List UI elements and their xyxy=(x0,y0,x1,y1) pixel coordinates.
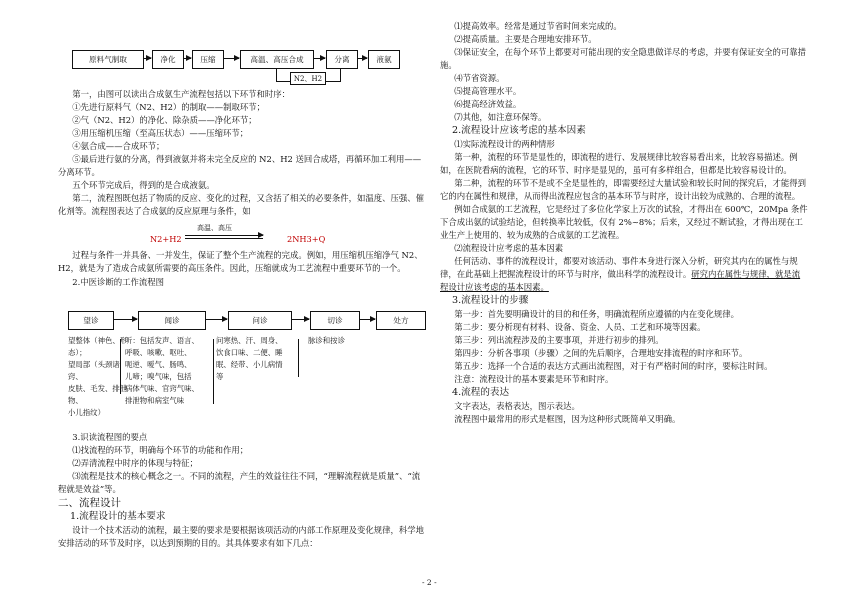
list-item: ⑶保证安全，在每个环节上都要对可能出现的安全隐患做详尽的考虑，并要有保证安全的可靠措施。 xyxy=(440,47,807,70)
flow-box-liquid-ammonia: 液氨 xyxy=(368,50,400,69)
section-heading: 2.中医诊断的工作流程图 xyxy=(72,277,165,287)
step-item: 第二步：要分析现有材料、设备、资金、人员、工艺和环境等因素。 xyxy=(454,322,706,332)
list-item: ⑹提高经济效益。 xyxy=(454,99,522,109)
left-column-2 xyxy=(58,249,428,289)
tcm-box-ask: 问诊 xyxy=(228,311,292,330)
flow-arrow xyxy=(143,58,151,59)
recycle-line xyxy=(340,68,341,81)
flow-arrow xyxy=(357,58,367,59)
tcm-detail-listen xyxy=(125,335,211,407)
list-item: ⑸提高管理水平。 xyxy=(454,86,522,96)
tcm-box-pulse: 切诊 xyxy=(310,311,360,330)
flow-arrow xyxy=(313,58,325,59)
left-column-3 xyxy=(58,431,428,550)
subsection-title: 2.流程设计应该考虑的基本因素 xyxy=(452,125,586,136)
paragraph: 第二种，流程的环节不是或不全是显性的，即需要经过大量试验和较长时间的探究后，才能得到它的内在属性和规律，从而得出流程应包含的基本环节与时序，设计出较为成熟的、合理的流程。 xyxy=(440,178,807,201)
flow-arrow xyxy=(291,319,309,320)
sub-heading: ⑴实际流程设计的两种情形 xyxy=(454,139,555,149)
left-column xyxy=(58,88,428,218)
subsection-title: 1.流程设计的基本要求 xyxy=(70,511,166,522)
underlined-sentence: 研究内在属性与规律，就是流程设计应该考虑的基本因素。 xyxy=(440,269,801,292)
reaction-arrow-line xyxy=(185,238,263,239)
paragraph: 文字表达，表格表达，图示表达。 xyxy=(454,401,580,411)
paragraph: 流程图中最常用的形式是框图，因为这种形式既简单又明确。 xyxy=(454,414,681,424)
step-item: 第四步：分析各事项（步骤）之间的先后顺序，合理地安排流程的时序和环节。 xyxy=(454,348,748,358)
detail-line: 呃逆、嗳气、肠鸣、 xyxy=(125,360,192,369)
paragraph xyxy=(440,255,808,294)
list-item: ⑤最后进行氨的分离，得到液氨并将未完全反应的 N2、H2 送回合成塔，再循环加工利用——分离环节。 xyxy=(58,154,422,177)
detail-line: 饮食口味、二便、睡 xyxy=(216,348,283,357)
list-item: ⑺其他，如注意环保等。 xyxy=(454,112,547,122)
flow-box-purify: 净化 xyxy=(152,50,184,69)
subsection-title: 3.流程设计的步骤 xyxy=(452,295,529,306)
detail-line: 等 xyxy=(216,372,224,381)
list-item: ①先进行原料气（N2、H2）的制取——制取环节； xyxy=(72,102,266,112)
subsection-title: 4.流程的表达 xyxy=(452,387,510,398)
list-item: ⑴提高效率。经常是通过节省时间来完成的。 xyxy=(454,21,622,31)
list-item: ⑶流程是技术的核心概念之一。不同的流程，产生的效益往往不同，“理解流程就是质量”、“流程就是效益”等。 xyxy=(58,471,421,494)
section-heading: 3.识读流程图的要点 xyxy=(72,432,148,442)
detail-line: 小儿指纹） xyxy=(68,408,105,417)
tcm-box-look: 望诊 xyxy=(68,311,114,330)
paragraph: 五个环节完成后，得到的是合成液氨。 xyxy=(72,180,215,190)
reaction-arrow xyxy=(185,235,263,236)
paragraph: 第一种，流程的环节是显性的，即流程的进行、发展规律比较容易看出来，比较容易描述。例如，在医院看病的流程，它的环节、时序是显见的，虽可有多样组合，但都是比较容易设计的。 xyxy=(440,152,798,175)
list-item: ③用压缩机压缩（至高压状态）——压缩环节； xyxy=(72,128,249,138)
divider xyxy=(213,339,214,404)
divider xyxy=(298,339,299,377)
paragraph-part: 任何活动、事件的流程设计，都要对该活动、事件本身进行深入分析，研究其内在的属性与规律，在此基础上把握流程设计的环节与时序，做出科学的流程设计。 xyxy=(440,256,798,279)
reactants: N2+H2 xyxy=(150,234,182,244)
detail-line: 脉诊和按诊 xyxy=(308,336,345,345)
tcm-box-listen: 闻诊 xyxy=(138,311,206,330)
paragraph: 第二，流程图既包括了物质的反应、变化的过程，又含括了相关的必要条件，如温度、压强、催化剂等。流程图表达了合成氨的反应原理与条件，如 xyxy=(58,193,425,216)
recycle-line xyxy=(276,68,277,81)
step-item: 第三步：列出流程涉及的主要事项，并进行初步的排列。 xyxy=(454,335,664,345)
list-item: ⑵弄清流程中时序的体现与特征； xyxy=(72,458,198,468)
right-column xyxy=(440,20,808,426)
flow-box-compress: 压缩 xyxy=(192,50,224,69)
flow-arrow xyxy=(359,319,375,320)
paragraph: 设计一个技术活动的流程，最主要的要求是要根据该项活动的内部工作原理及变化规律，科学地安排活动的环节及时序，以达到预期的目的。其具体要求有如下几点： xyxy=(58,525,425,548)
detail-line: 病体气味、官窍气味、 xyxy=(125,384,199,393)
tcm-box-prescription: 处方 xyxy=(376,311,426,330)
list-item: ⑴找流程的环节，明确每个环节的功能和作用； xyxy=(72,445,249,455)
section-title: 二、流程设计 xyxy=(58,497,121,509)
detail-line: 皮肤、毛发、排泄物、 xyxy=(68,384,128,405)
detail-line: 问寒热、汗、周身、 xyxy=(216,336,283,345)
list-item: ②气（N2、H2）的净化、除杂质——净化环节； xyxy=(72,115,257,125)
flow-box-synthesis: 高温、高压合成 xyxy=(240,50,314,69)
detail-line: 儿啼；嗅气味，包括 xyxy=(125,372,192,381)
detail-line: 听：包括发声、语言、 xyxy=(125,336,199,345)
tcm-detail-look xyxy=(68,335,128,419)
flow-arrow xyxy=(113,319,137,320)
detail-line: 呼吸、咳嗽、呕吐、 xyxy=(125,348,192,357)
reaction-condition: 高温、高压 xyxy=(197,224,232,232)
list-item: ⑷节省资源。 xyxy=(454,73,505,83)
detail-line: 望局部（头颈诸窍、 xyxy=(68,360,120,381)
flow-box-raw-gas: 原料气制取 xyxy=(72,50,144,69)
detail-line: 望整体（神色、形态）； xyxy=(68,336,128,357)
list-item: ④氨合成——合成环节； xyxy=(72,141,165,151)
page-number: - 2 - xyxy=(422,578,437,587)
paragraph: 例如合成氨的工艺流程，它是经过了多位化学家上万次的试验，才得出在 600℃，20Mpa 条件下合成出氨的试验结论，但转换率比较低，仅有 2%~8%；后来，又经过不断试验，才得出现在工业生产上使用的、较为成熟的合成氨的工艺流程。 xyxy=(440,204,808,240)
sub-heading: ⑵流程设计应考虑的基本因素 xyxy=(454,243,564,253)
flow-arrow xyxy=(205,319,227,320)
recycle-label: N2、H2 xyxy=(290,72,326,85)
detail-line: 排泄物和病室气味 xyxy=(125,396,185,405)
flow-arrow xyxy=(183,58,191,59)
paragraph: 第一，由图可以读出合成氨生产流程包括以下环节和时序： xyxy=(72,89,291,99)
note: 注意：流程设计的基本要素是环节和时序。 xyxy=(454,374,614,384)
step-item: 第五步：选择一个合适的表达方式画出流程图，对于有严格时间的时序，要标注时间。 xyxy=(454,361,773,371)
products: 2NH3+Q xyxy=(287,234,326,244)
flow-box-separate: 分离 xyxy=(326,50,358,69)
list-item: ⑵提高质量。主要是合理地安排环节。 xyxy=(454,34,597,44)
paragraph: 过程与条件一并具备、一并发生，保证了整个生产流程的完成。例如，用压缩机压缩净气 N2、H2，就是为了造成合成氨所需要的高压条件。因此，压缩就成为工艺流程中重要环节的一个。 xyxy=(58,250,423,273)
detail-line: 眠、经带、小儿病情 xyxy=(216,360,283,369)
tcm-detail-pulse xyxy=(308,335,388,347)
tcm-detail-ask xyxy=(216,335,296,383)
flow-arrow xyxy=(223,58,239,59)
step-item: 第一步：首先要明确设计的目的和任务，明确流程所应遵循的内在变化规律。 xyxy=(454,309,740,319)
